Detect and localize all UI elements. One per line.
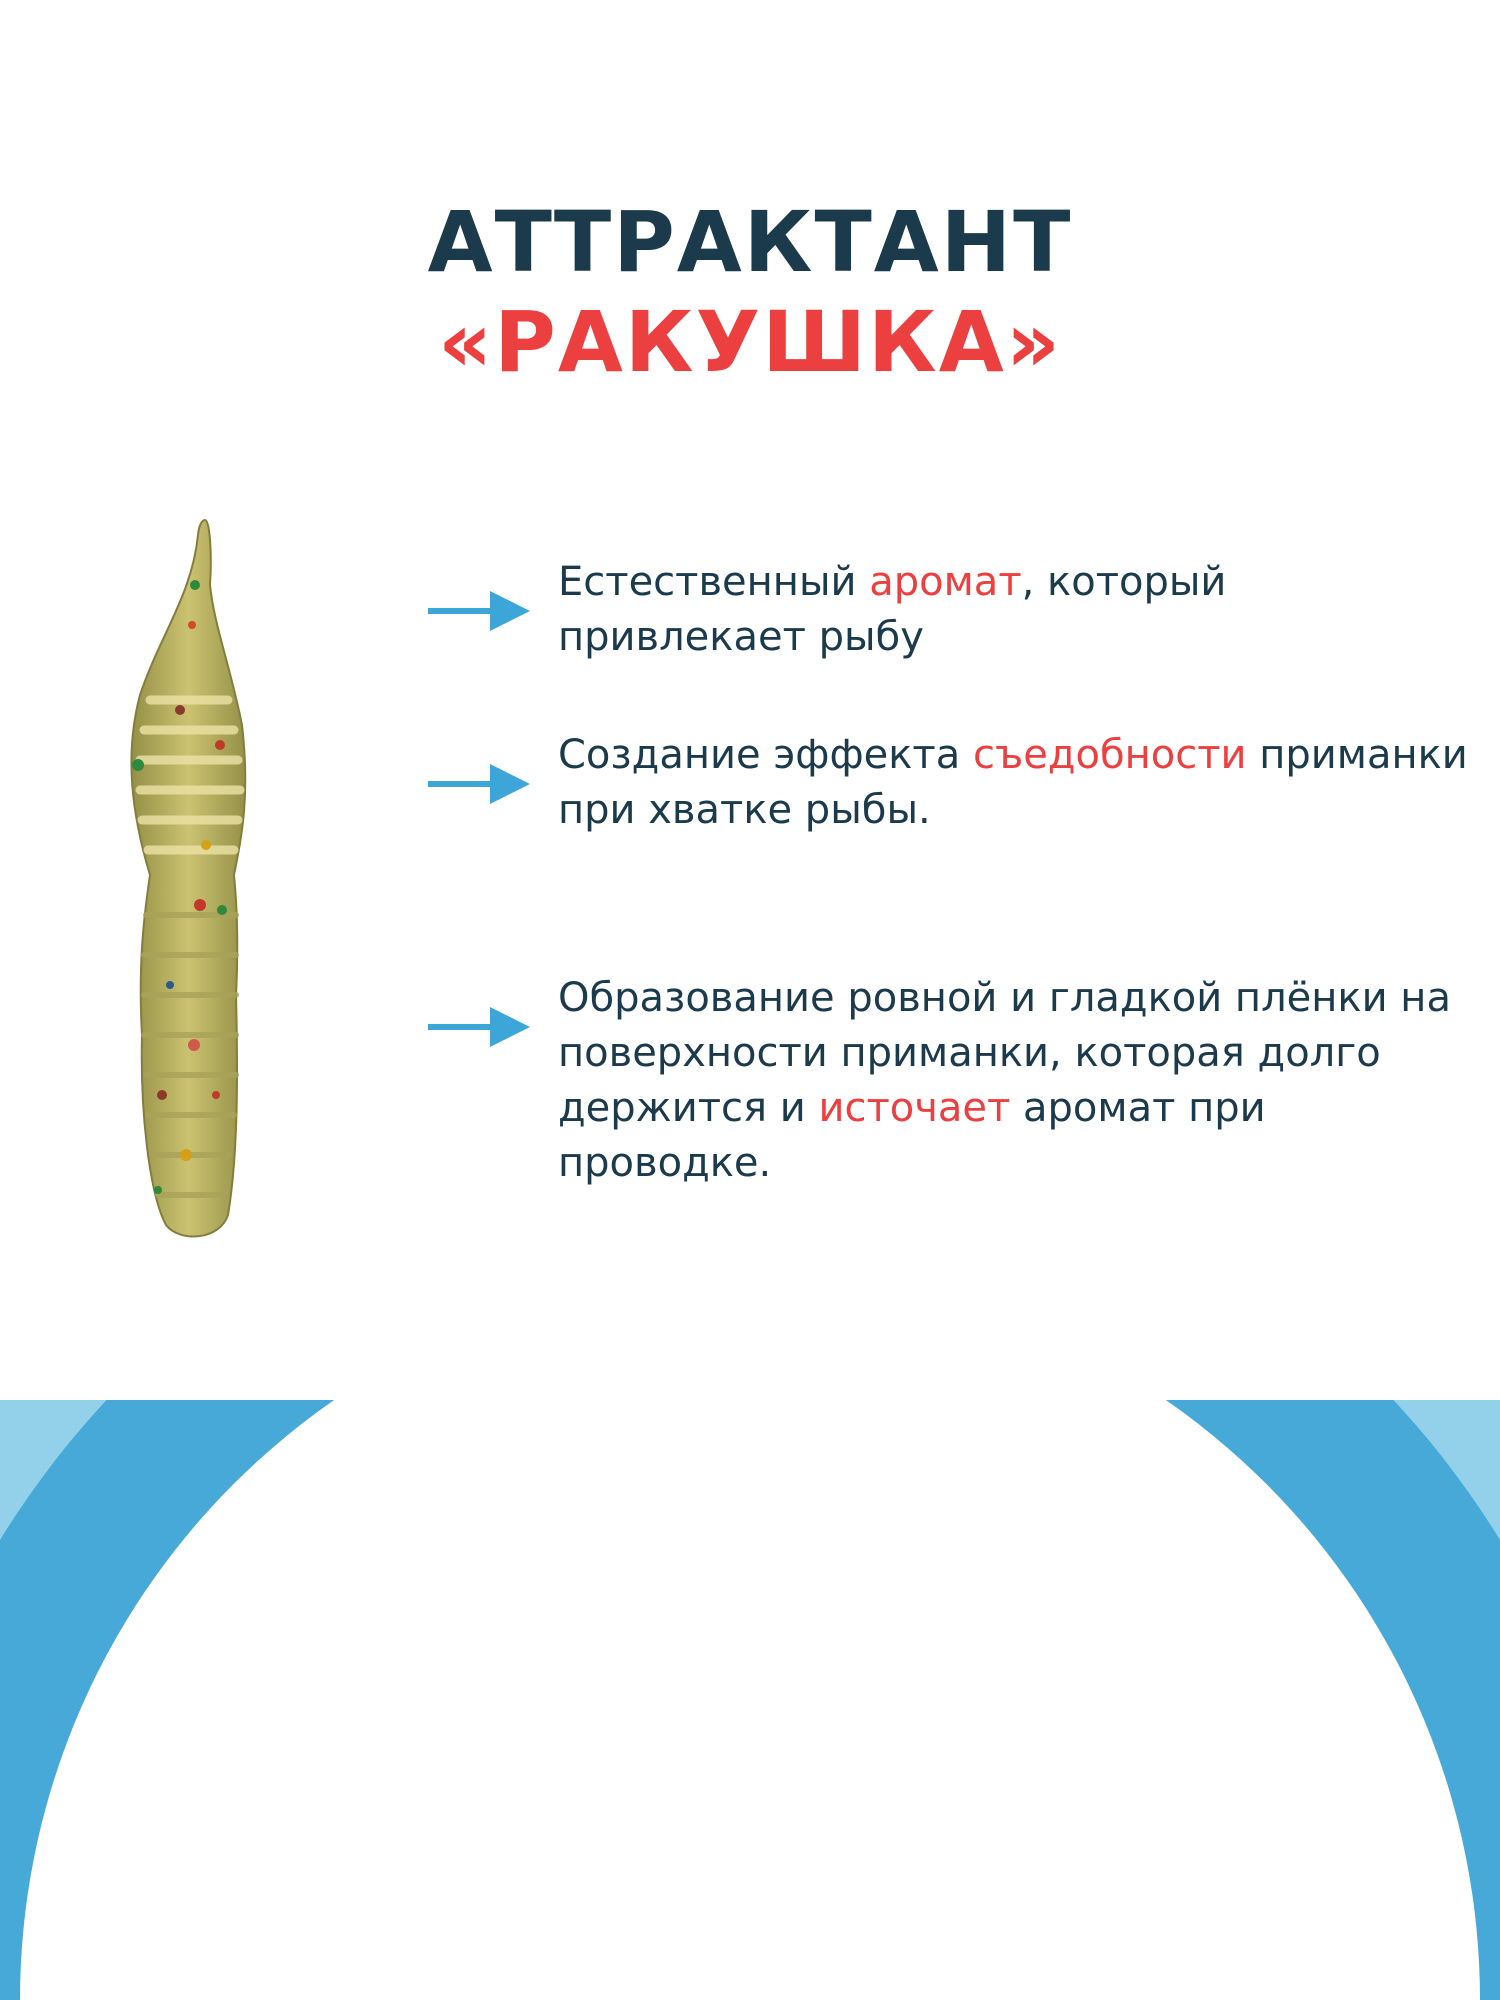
arrow-right-icon (428, 589, 530, 633)
title-line-1: АТТРАКТАНТ (427, 193, 1073, 291)
arrow-right-icon (428, 1005, 530, 1049)
arc-inner (20, 1400, 1480, 2000)
decorative-arcs (0, 1400, 1500, 2000)
feature-highlight: аромат (869, 559, 1022, 605)
feature-text-part: Образование ровной и гладкой плёнки на поверхности приманки, которая долго держится и (558, 975, 1451, 1131)
feature-item (428, 728, 1468, 988)
arrow-right-icon (428, 762, 530, 806)
feature-text-part: , который привлекает рыбу (558, 559, 1227, 660)
feature-text (558, 555, 1468, 665)
feature-text (558, 728, 1468, 838)
feature-text-part: приманки при хватке рыбы. (558, 732, 1468, 833)
feature-text-part: аромат при проводке. (558, 1085, 1266, 1186)
feature-highlight: источает (818, 1085, 1011, 1131)
title-line-2: «РАКУШКА» (438, 293, 1062, 391)
feature-item (428, 971, 1468, 1231)
feature-text-part: Естественный (558, 559, 870, 605)
feature-highlight: съедобности (972, 732, 1247, 778)
feature-text (558, 971, 1468, 1191)
feature-text-part: Создание эффекта (558, 732, 973, 778)
lure-image (110, 515, 270, 1255)
